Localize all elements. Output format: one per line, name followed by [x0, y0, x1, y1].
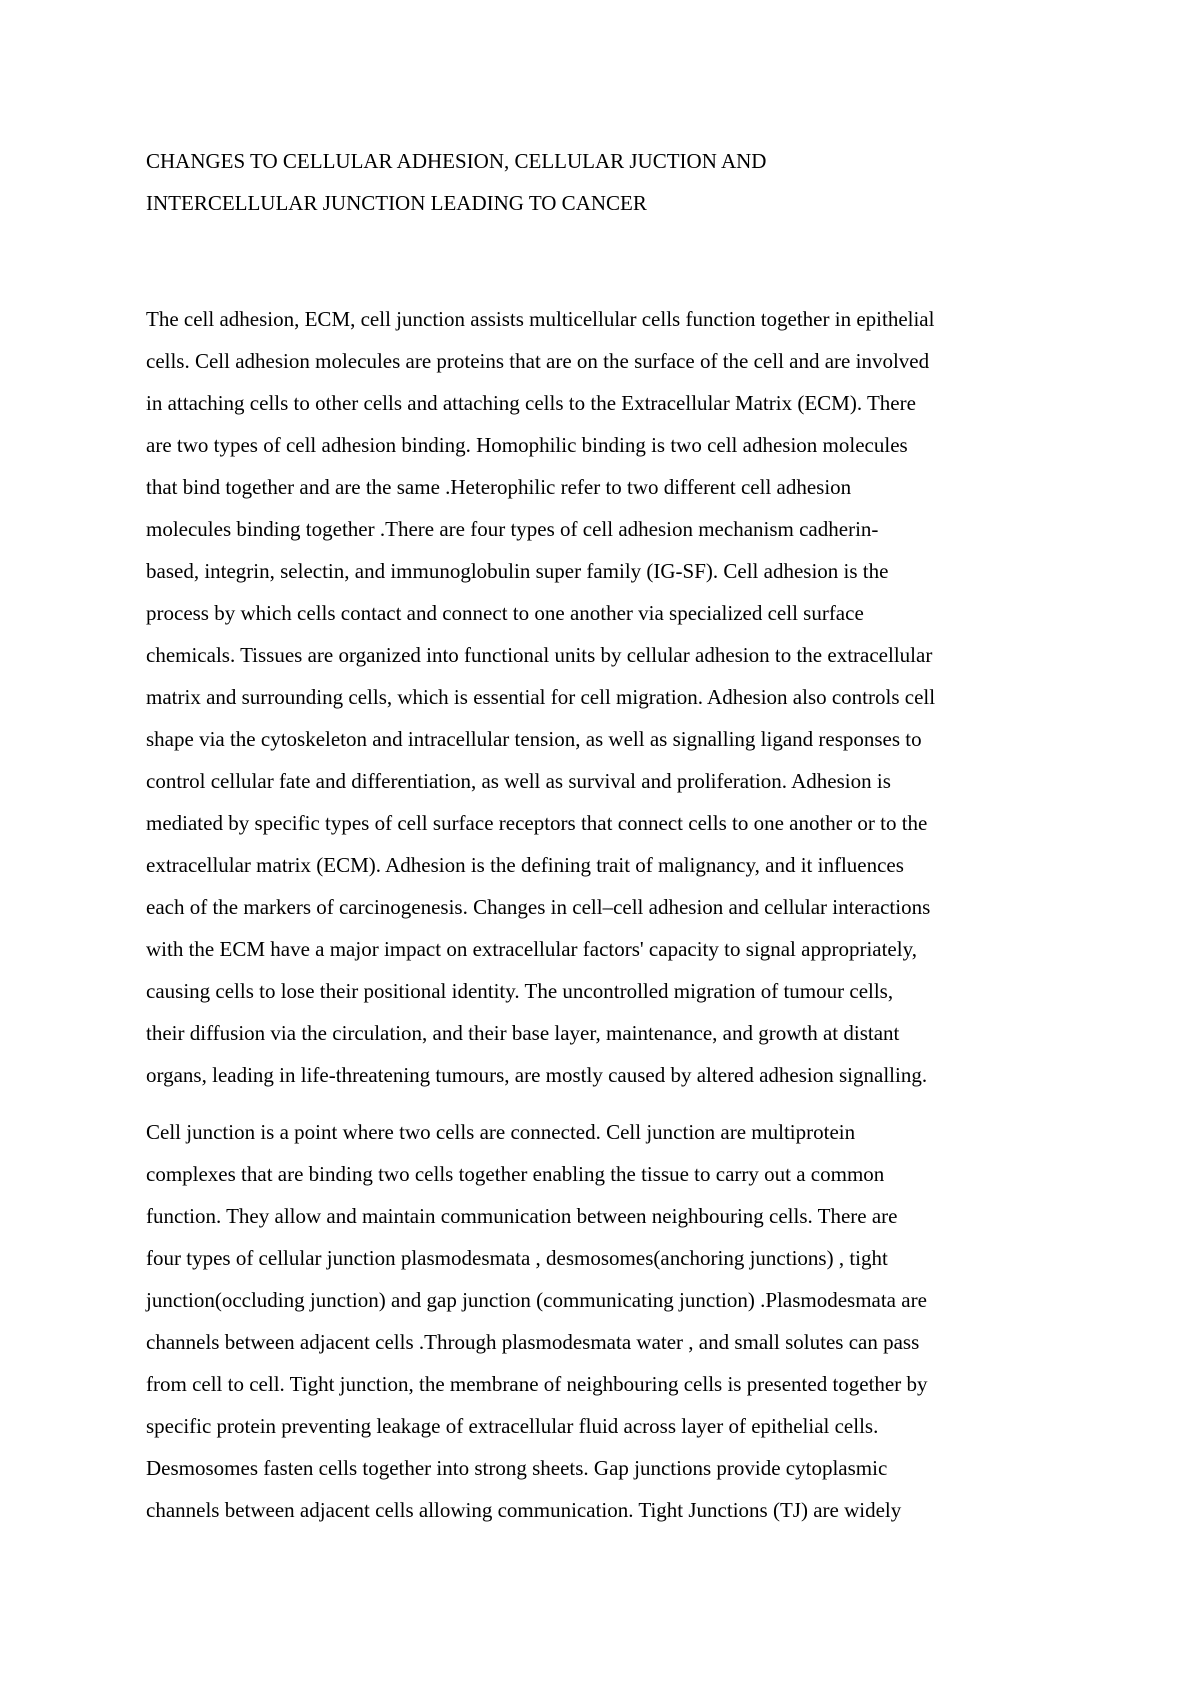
text-line: from cell to cell. Tight junction, the membrane of neighbouring cells is presented together by [146, 1372, 928, 1396]
text-line: causing cells to lose their positional identity. The uncontrolled migration of tumour cells, [146, 979, 894, 1003]
text-line: matrix and surrounding cells, which is essential for cell migration. Adhesion also controls cell [146, 685, 936, 709]
text-line: based, integrin, selectin, and immunoglobulin super family (IG-SF). Cell adhesion is the [146, 559, 889, 583]
text-line: complexes that are binding two cells together enabling the tissue to carry out a common [146, 1162, 885, 1186]
text-line: chemicals. Tissues are organized into functional units by cellular adhesion to the extracellular [146, 643, 933, 667]
text-line: Cell junction is a point where two cells are connected. Cell junction are multiprotein [146, 1120, 856, 1144]
text-line: four types of cellular junction plasmodesmata , desmosomes(anchoring junctions) , tight [146, 1246, 888, 1270]
text-line: process by which cells contact and connect to one another via specialized cell surface [146, 601, 864, 625]
text-line: extracellular matrix (ECM). Adhesion is the defining trait of malignancy, and it influences [146, 853, 904, 877]
text-line: Desmosomes fasten cells together into strong sheets. Gap junctions provide cytoplasmic [146, 1456, 888, 1480]
text-line: with the ECM have a major impact on extracellular factors' capacity to signal appropriately, [146, 937, 917, 961]
text-line: control cellular fate and differentiation, as well as survival and proliferation. Adhesion is [146, 769, 891, 793]
title-line: CHANGES TO CELLULAR ADHESION, CELLULAR JUCTION AND [146, 149, 767, 173]
text-line: The cell adhesion, ECM, cell junction assists multicellular cells function together in epithelial [146, 307, 935, 331]
text-line: molecules binding together .There are four types of cell adhesion mechanism cadherin- [146, 517, 879, 541]
document-title [146, 140, 1086, 224]
text-line: shape via the cytoskeleton and intracellular tension, as well as signalling ligand responses to [146, 727, 922, 751]
text-line: channels between adjacent cells allowing communication. Tight Junctions (TJ) are widely [146, 1498, 902, 1522]
text-line: are two types of cell adhesion binding. Homophilic binding is two cell adhesion molecules [146, 433, 908, 457]
text-line: each of the markers of carcinogenesis. Changes in cell–cell adhesion and cellular interactions [146, 895, 931, 919]
text-line: their diffusion via the circulation, and their base layer, maintenance, and growth at distant [146, 1021, 900, 1045]
text-line: organs, leading in life-threatening tumours, are mostly caused by altered adhesion signalling. [146, 1063, 928, 1087]
text-line: that bind together and are the same .Heterophilic refer to two different cell adhesion [146, 475, 852, 499]
title-line: INTERCELLULAR JUNCTION LEADING TO CANCER [146, 191, 647, 215]
text-line: cells. Cell adhesion molecules are proteins that are on the surface of the cell and are involved [146, 349, 930, 373]
text-line: mediated by specific types of cell surface receptors that connect cells to one another or to the [146, 811, 928, 835]
text-line: function. They allow and maintain communication between neighbouring cells. There are [146, 1204, 898, 1228]
text-line: in attaching cells to other cells and attaching cells to the Extracellular Matrix (ECM). There [146, 391, 916, 415]
paragraph-cell-adhesion [146, 298, 1106, 1096]
paragraph-cell-junction [146, 1111, 1106, 1531]
text-line: specific protein preventing leakage of extracellular fluid across layer of epithelial cells. [146, 1414, 879, 1438]
text-line: junction(occluding junction) and gap junction (communicating junction) .Plasmodesmata are [146, 1288, 927, 1312]
text-line: channels between adjacent cells .Through plasmodesmata water , and small solutes can pass [146, 1330, 920, 1354]
